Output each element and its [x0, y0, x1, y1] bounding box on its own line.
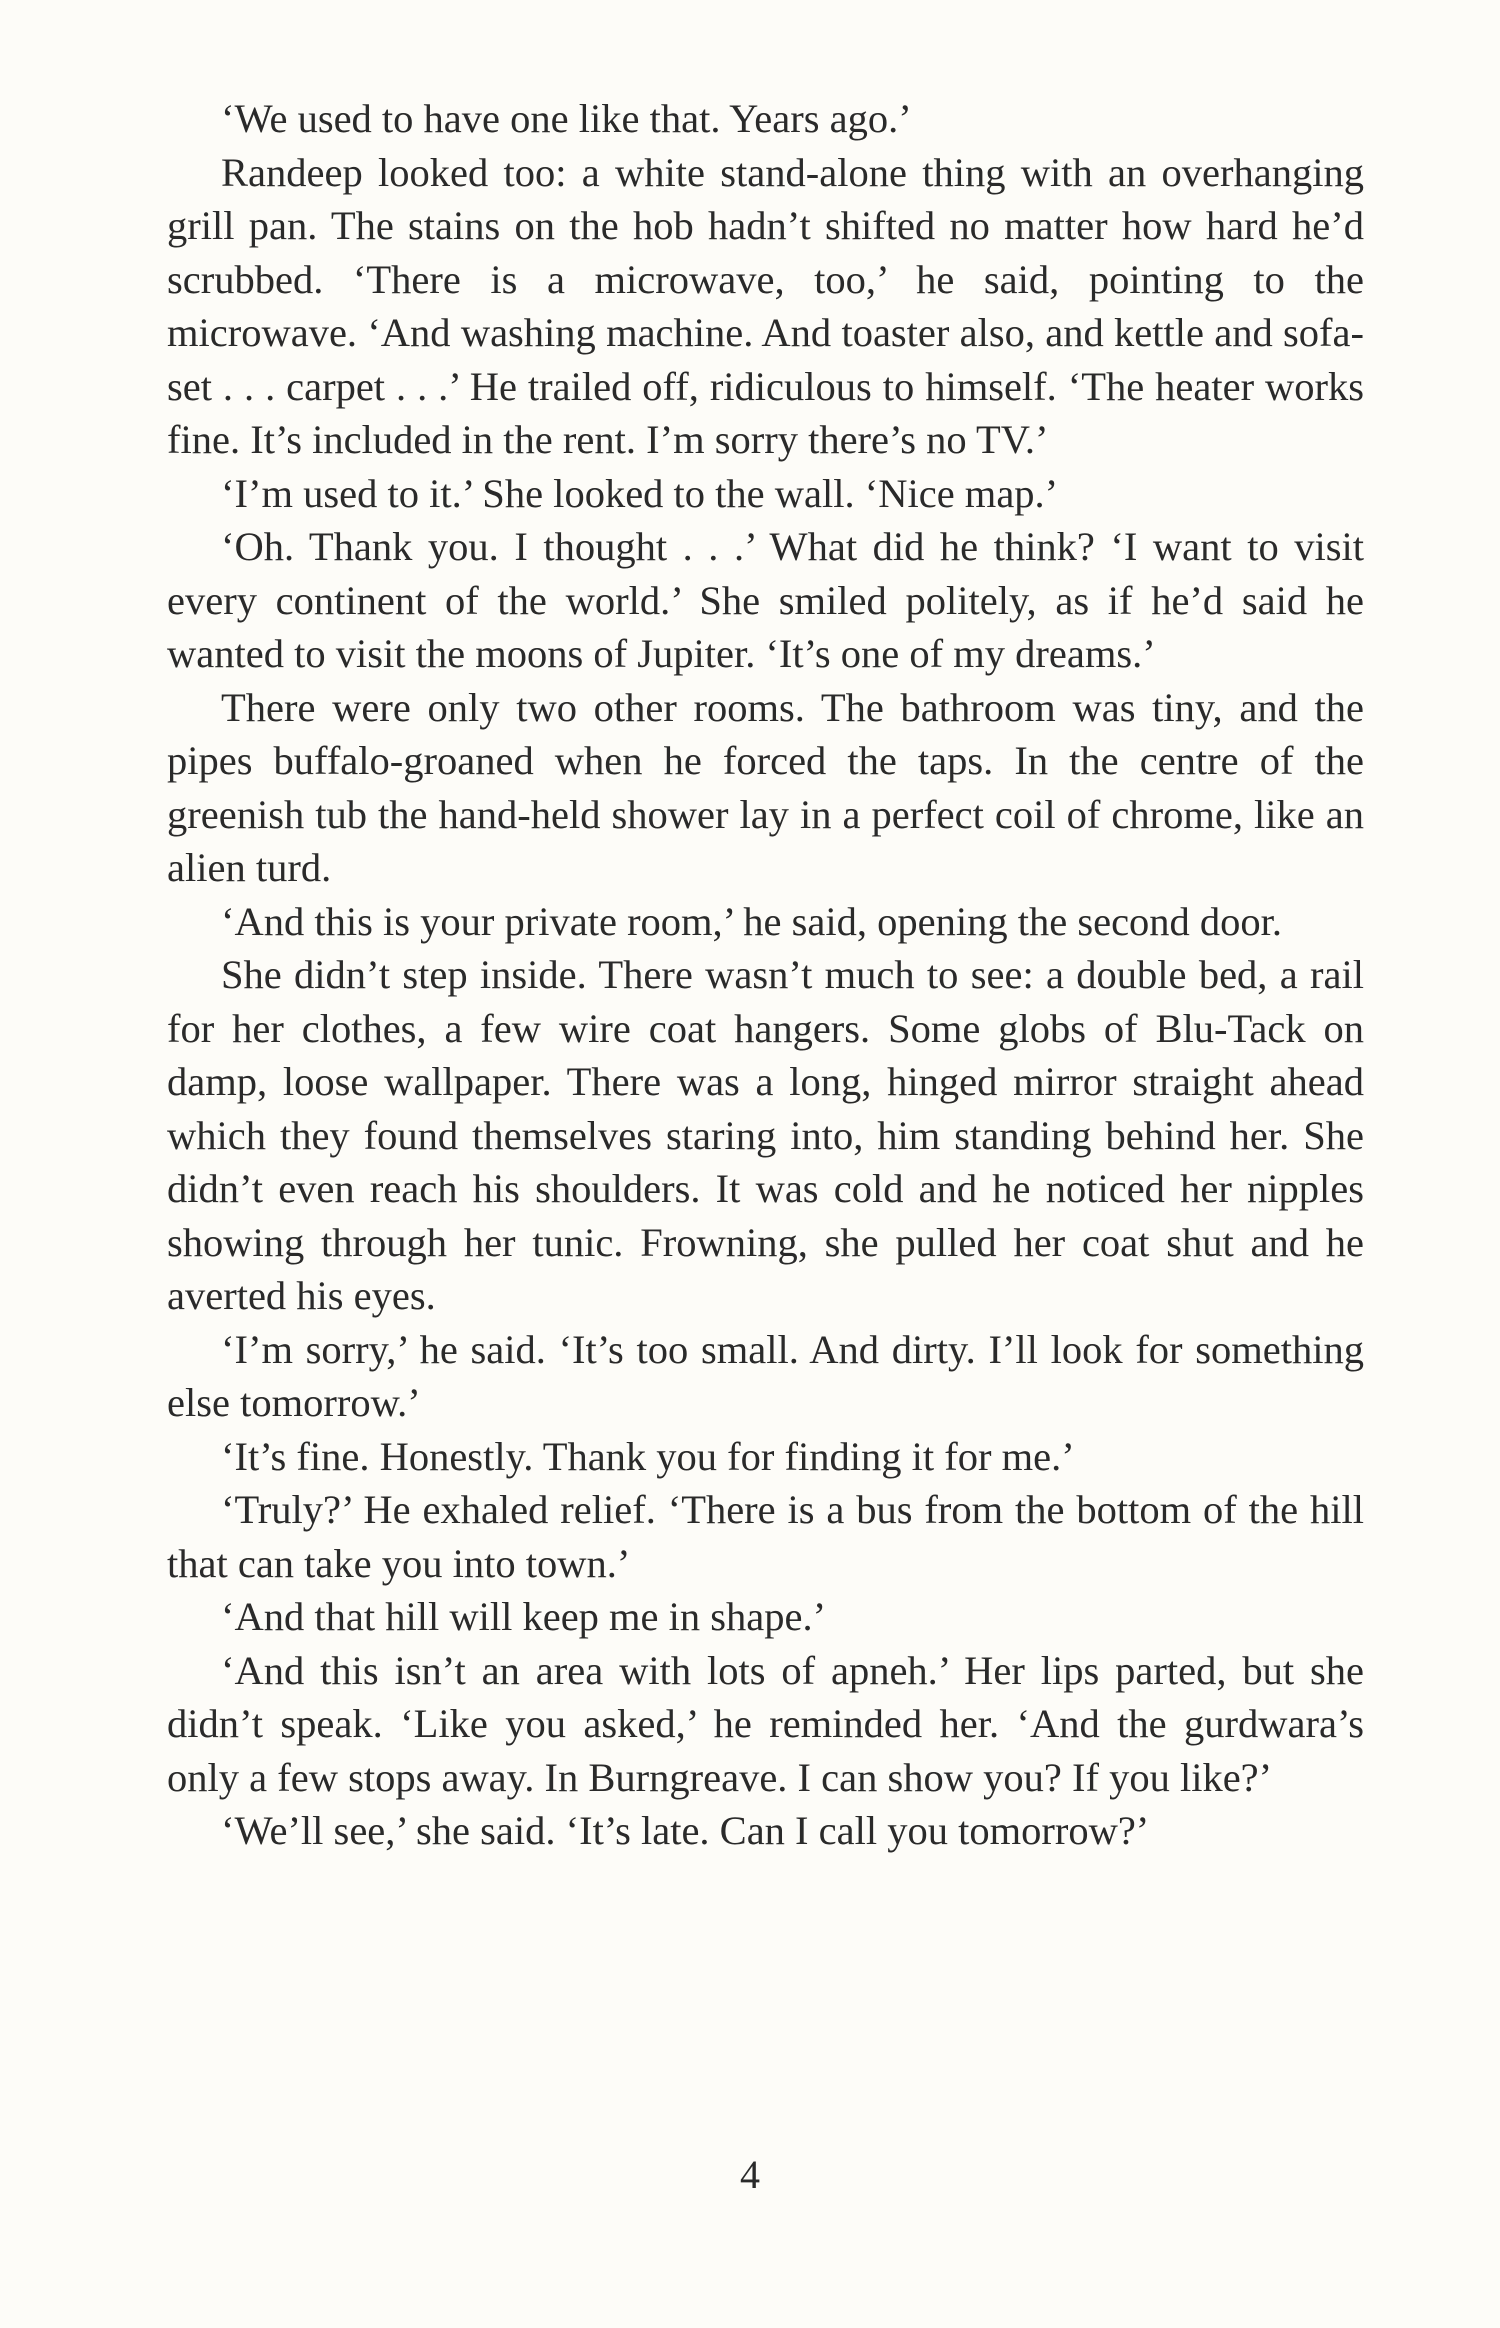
- paragraph: ‘And this isn’t an area with lots of apneh.’ Her lips parted, but she didn’t speak. ‘Like you asked,’ he reminded her. ‘And the gurdwara’s only a few stops away. In Burngreave. I can show you? If you like?’: [167, 1647, 1364, 1800]
- paragraph: ‘I’m used to it.’ She looked to the wall. ‘Nice map.’: [221, 470, 1059, 516]
- paragraph: ‘We’ll see,’ she said. ‘It’s late. Can I call you tomorrow?’: [221, 1808, 1150, 1853]
- paragraph: Randeep looked too: a white stand-alone thing with an overhanging grill pan. The stains on the hob hadn’t shifted no matter how hard he’d scrubbed. ‘There is a microwave, too,’ he said, pointing to the microwave. ‘And washing machine. And toaster also, and kettle and sofa-set . . . carpet . . .’ He trailed off, ridiculous to himself. ‘The heater works fine. It’s included in the rent. I’m sorry there’s no TV.’: [167, 149, 1364, 462]
- paragraph: ‘Oh. Thank you. I thought . . .’ What did he think? ‘I want to visit every continent of the world.’ She smiled politely, as if he’d said he wanted to visit the moons of Jupiter. ‘It’s one of my dreams.’: [167, 524, 1364, 676]
- paragraph: ‘Truly?’ He exhaled relief. ‘There is a bus from the bottom of the hill that can take you into town.’: [167, 1487, 1364, 1586]
- paragraph: She didn’t step inside. There wasn’t much to see: a double bed, a rail for her clothes, a few wire coat hangers. Some globs of Blu-Tack on damp, loose wallpaper. There was a long, hinged mirror straight ahead which they found themselves staring into, him standing behind her. She didn’t even reach his shoulders. It was cold and he noticed her nipples showing through her tunic. Frowning, she pulled her coat shut and he averted his eyes.: [167, 952, 1364, 1318]
- paragraph: ‘And that hill will keep me in shape.’: [221, 1594, 827, 1639]
- page-number: 4: [740, 2152, 760, 2197]
- paragraph: ‘And this is your private room,’ he said, opening the second door.: [221, 898, 1283, 944]
- paragraph: There were only two other rooms. The bathroom was tiny, and the pipes buffalo-groaned when he forced the taps. In the centre of the greenish tub the hand-held shower lay in a perfect coil of chrome, like an alien turd.: [167, 684, 1364, 890]
- paragraph: ‘It’s fine. Honestly. Thank you for finding it for me.’: [221, 1433, 1075, 1479]
- paragraph: ‘I’m sorry,’ he said. ‘It’s too small. And dirty. I’ll look for something else tomorrow.’: [167, 1326, 1364, 1425]
- paragraph: ‘We used to have one like that. Years ago.’: [221, 96, 912, 141]
- body-text: [167, 92, 1364, 1858]
